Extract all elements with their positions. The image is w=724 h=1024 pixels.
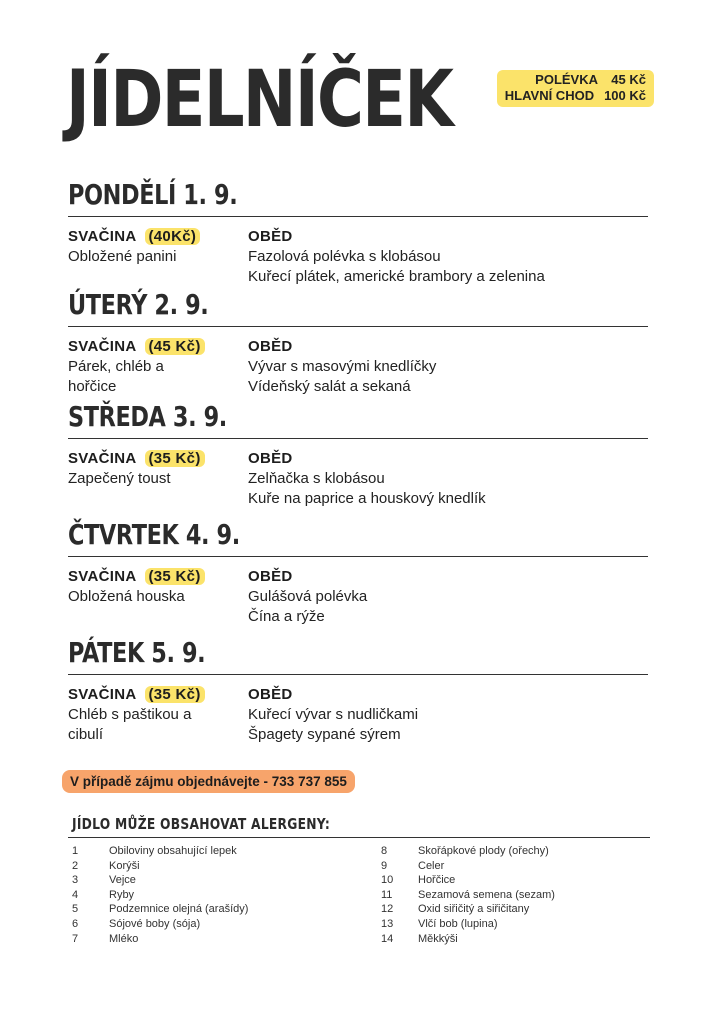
allergen-number: 8 (381, 845, 388, 857)
snack-item: Chléb s paštikou a (68, 706, 192, 723)
snack-item: Obložená houska (68, 588, 185, 605)
snack-item: hořčice (68, 378, 117, 395)
lunch-item: Špagety sypané sýrem (248, 726, 401, 743)
lunch-column (248, 685, 648, 745)
lunch-label: OBĚD (248, 338, 293, 355)
page-title: JÍDELNÍČEK (66, 55, 453, 145)
allergen-number: 11 (381, 888, 393, 901)
divider (68, 326, 648, 327)
divider (68, 216, 648, 217)
divider (68, 837, 650, 838)
allergen-number: 7 (72, 932, 79, 945)
order-contact-banner: V případě zájmu objednávejte - 733 737 855 (62, 770, 355, 793)
price-value: 100 Kč (604, 88, 646, 103)
day-title: ÚTERÝ 2. 9. (68, 288, 209, 321)
snack-column (68, 227, 248, 287)
day-tuesday (68, 288, 648, 397)
allergen-number: 1 (72, 845, 79, 857)
price-label: HLAVNÍ CHOD (504, 88, 595, 103)
allergen-number: 3 (72, 874, 79, 887)
snack-price: (35 Kč) (145, 686, 205, 703)
lunch-item: Kuře na paprice a houskový knedlík (248, 490, 486, 507)
snack-item: Zapečený toust (68, 470, 171, 487)
day-monday (68, 178, 648, 287)
allergen-item (381, 932, 555, 947)
lunch-item: Kuřecí vývar s nudličkami (248, 706, 419, 723)
allergen-name: Vlčí bob (lupina) (418, 917, 498, 930)
day-title: PONDĚLÍ 1. 9. (68, 178, 238, 211)
lunch-item: Čína a rýže (248, 608, 325, 625)
allergen-number: 13 (381, 917, 394, 930)
lunch-item: Kuřecí plátek, americké brambory a zelenina (248, 268, 545, 285)
allergen-name: Sójové boby (sója) (109, 917, 201, 930)
allergen-item (381, 917, 555, 932)
allergen-name: Celer (418, 859, 445, 872)
allergen-number: 14 (381, 932, 394, 945)
allergen-item (72, 888, 248, 903)
lunch-item: Zelňačka s klobásou (248, 470, 385, 487)
snack-column (68, 449, 248, 509)
allergen-name: Ryby (109, 888, 135, 901)
price-badge (497, 70, 654, 107)
allergen-item (72, 859, 248, 874)
lunch-item: Vídeňský salát a sekaná (248, 378, 411, 395)
snack-price: (35 Kč) (145, 450, 205, 467)
allergen-item (72, 844, 248, 859)
allergen-number: 10 (381, 874, 394, 887)
allergen-name: Oxid siřičitý a siřičitany (418, 903, 530, 916)
snack-column (68, 337, 248, 397)
day-title: ČTVRTEK 4. 9. (68, 518, 240, 551)
allergen-number: 4 (72, 888, 79, 901)
lunch-column (248, 227, 648, 287)
divider (68, 674, 648, 675)
allergen-list-right (381, 844, 555, 946)
snack-label: SVAČINA (68, 338, 137, 355)
allergen-number: 2 (72, 859, 79, 872)
allergen-name: Obiloviny obsahující lepek (109, 845, 237, 857)
allergen-name: Mléko (109, 932, 139, 945)
divider (68, 556, 648, 557)
snack-item: Párek, chléb a (68, 358, 164, 375)
day-friday (68, 636, 648, 745)
allergen-name: Sezamová semena (sezam) (418, 888, 555, 901)
day-title: PÁTEK 5. 9. (68, 636, 206, 669)
lunch-label: OBĚD (248, 450, 293, 467)
allergen-list-left (72, 844, 248, 946)
day-thursday (68, 518, 648, 627)
allergen-number: 5 (72, 903, 79, 916)
lunch-label: OBĚD (248, 686, 293, 703)
allergen-number: 9 (381, 859, 388, 872)
divider (68, 438, 648, 439)
price-value: 45 Kč (611, 72, 646, 87)
allergen-name: Skořápkové plody (ořechy) (418, 845, 549, 857)
lunch-column (248, 337, 648, 397)
allergen-item (381, 902, 555, 917)
allergen-name: Měkkýši (418, 932, 458, 945)
snack-item: cibulí (68, 726, 104, 743)
allergens-title: JÍDLO MŮŽE OBSAHOVAT ALERGENY: (72, 815, 331, 833)
lunch-item: Vývar s masovými knedlíčky (248, 358, 437, 375)
snack-price: (40Kč) (145, 228, 201, 245)
snack-price: (35 Kč) (145, 568, 205, 585)
snack-label: SVAČINA (68, 228, 137, 245)
allergen-number: 12 (381, 903, 394, 916)
allergen-item (381, 873, 555, 888)
allergen-item (381, 888, 555, 903)
lunch-item: Gulášová polévka (248, 588, 368, 605)
allergen-name: Korýši (109, 859, 140, 872)
lunch-label: OBĚD (248, 228, 293, 245)
lunch-column (248, 449, 648, 509)
lunch-column (248, 567, 648, 627)
price-row-main (505, 88, 646, 104)
snack-label: SVAČINA (68, 686, 137, 703)
allergen-item (72, 917, 248, 932)
allergen-item (381, 859, 555, 874)
lunch-label: OBĚD (248, 568, 293, 585)
snack-label: SVAČINA (68, 568, 137, 585)
day-wednesday (68, 400, 648, 509)
price-label: POLÉVKA (535, 72, 598, 87)
snack-column (68, 567, 248, 627)
snack-column (68, 685, 248, 745)
day-title: STŘEDA 3. 9. (68, 400, 227, 433)
allergen-item (381, 844, 555, 859)
snack-label: SVAČINA (68, 450, 137, 467)
allergen-item (72, 932, 248, 947)
allergen-number: 6 (72, 917, 79, 930)
allergen-name: Podzemnice olejná (arašídy) (109, 903, 249, 916)
lunch-item: Fazolová polévka s klobásou (248, 248, 441, 265)
allergen-item (72, 873, 248, 888)
allergen-name: Hořčice (418, 874, 456, 887)
allergen-item (72, 902, 248, 917)
allergen-name: Vejce (109, 874, 136, 887)
snack-item: Obložené panini (68, 248, 177, 265)
price-row-soup (505, 72, 646, 88)
snack-price: (45 Kč) (145, 338, 205, 355)
